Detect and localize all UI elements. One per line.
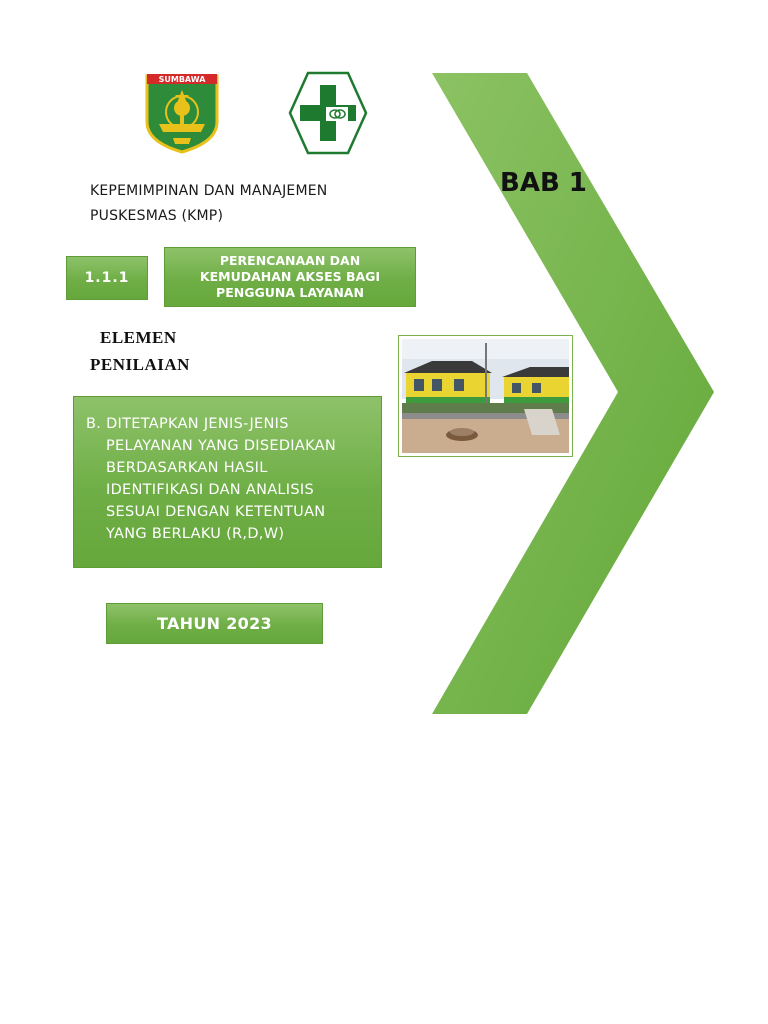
- year-label: TAHUN 2023: [157, 614, 272, 633]
- institution-line-2: PUSKESMAS (KMP): [90, 208, 224, 224]
- standard-title-box: [164, 247, 416, 307]
- building-photo-illustration: [402, 339, 569, 453]
- elemen-description-box: [73, 396, 382, 568]
- institution-line-1: KEPEMIMPINAN DAN MANAJEMEN: [90, 183, 328, 199]
- puskesmas-cross-icon: [288, 71, 368, 155]
- regency-banner-text: SUMBAWA: [158, 75, 206, 84]
- standard-title: PERENCANAAN DAN KEMUDAHAN AKSES BAGI PENGGUNA LAYANAN: [199, 253, 381, 300]
- standard-code: 1.1.1: [84, 270, 130, 286]
- chapter-label: BAB 1: [500, 168, 587, 198]
- year-box: [106, 603, 323, 644]
- puskesmas-building-photo: [398, 335, 573, 457]
- elemen-heading-line-1: ELEMEN: [100, 328, 177, 347]
- puskesmas-logo: [288, 71, 368, 155]
- elemen-heading-line-2: PENILAIAN: [90, 355, 190, 374]
- elemen-description-text: B. DITETAPKAN JENIS-JENIS PELAYANAN YANG DISEDIAKAN BERDASARKAN HASIL IDENTIFIKASI DAN ANALISIS SESUAI DENGAN KETENTUAN YANG BERLAKU (R,D,W): [86, 416, 337, 542]
- regency-logo: [143, 72, 221, 154]
- standard-code-box: [66, 256, 148, 300]
- sumbawa-regency-crest-icon: [143, 72, 221, 154]
